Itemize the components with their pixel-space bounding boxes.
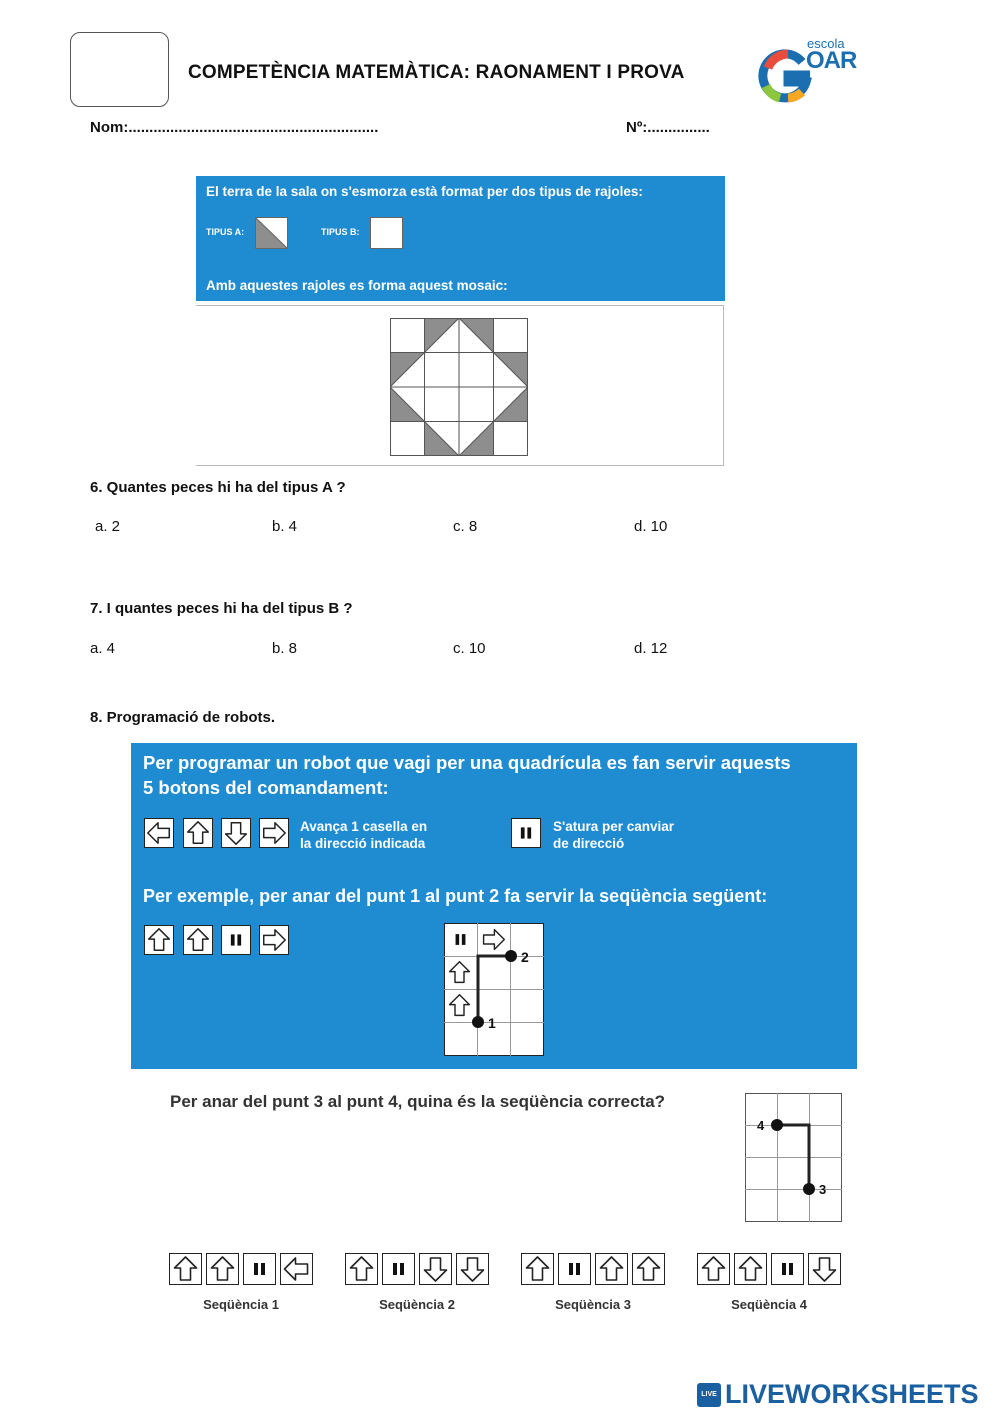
q7-option-a[interactable]: a. 4 <box>90 640 116 657</box>
type-a-tile-icon <box>255 217 288 249</box>
example-grid <box>444 923 544 1057</box>
robot-question: Per anar del punt 3 al punt 4, quina és la seqüència correcta? <box>170 1092 666 1111</box>
seq3-up-2-icon <box>595 1253 628 1285</box>
sequence-2-label[interactable]: Seqüència 2 <box>379 1297 455 1312</box>
right-arrow-button-icon <box>259 818 289 848</box>
q6-option-d[interactable]: d. 10 <box>634 518 668 535</box>
robot-panel <box>131 743 857 1069</box>
tiles-intro: El terra de la sala on s'esmorza està format per dos tipus de rajoles: <box>206 184 643 199</box>
example-seq-up-1-icon <box>144 925 174 955</box>
pause-button-icon <box>511 818 541 848</box>
logo-small-text: escola <box>807 36 845 51</box>
name-field[interactable]: Nom:............................................................ <box>90 119 379 136</box>
sequence-4-label[interactable]: Seqüència 4 <box>731 1297 807 1312</box>
q7-option-b[interactable]: b. 8 <box>272 640 298 657</box>
seq1-up-1-icon <box>169 1253 202 1285</box>
sequence-3-label[interactable]: Seqüència 3 <box>555 1297 631 1312</box>
robot-intro-line2: 5 botons del comandament: <box>143 777 389 798</box>
advance-desc-line2: la direcció indicada <box>300 836 426 851</box>
point-3-label: 3 <box>819 1182 827 1197</box>
sequence-1-label[interactable]: Seqüència 1 <box>203 1297 279 1312</box>
point-2-label: 2 <box>521 949 529 965</box>
seq1-up-2-icon <box>206 1253 239 1285</box>
seq2-down-1-icon <box>419 1253 452 1285</box>
example-seq-up-2-icon <box>183 925 213 955</box>
q6-option-a[interactable]: a. 2 <box>95 518 121 535</box>
seq1-pause-icon <box>243 1253 276 1285</box>
seq4-up-1-icon <box>697 1253 730 1285</box>
robot-intro-line1: Per programar un robot que vagi per una quadrícula es fan servir aquests <box>143 752 791 773</box>
page-title: COMPETÈNCIA MATEMÀTICA: RAONAMENT I PROVA <box>188 62 685 83</box>
number-field[interactable]: Nº:............... <box>626 119 710 136</box>
q6-option-b[interactable]: b. 4 <box>272 518 298 535</box>
seq1-left-icon <box>280 1253 313 1285</box>
type-b-tile-icon <box>370 217 403 249</box>
footer-brand[interactable]: LIVEWORKSHEETS <box>725 1379 979 1409</box>
question-7: 7. I quantes peces hi ha del tipus B ? <box>90 600 353 617</box>
seq4-up-2-icon <box>734 1253 767 1285</box>
stop-desc-line2: de direcció <box>553 836 625 851</box>
question-6: 6. Quantes peces hi ha del tipus A ? <box>90 479 346 496</box>
seq3-up-3-icon <box>632 1253 665 1285</box>
point-4-label: 4 <box>757 1118 765 1133</box>
question-grid <box>745 1093 842 1222</box>
school-logo <box>756 30 866 105</box>
advance-desc-line1: Avança 1 casella en <box>300 819 428 834</box>
question-8: 8. Programació de robots. <box>90 709 276 726</box>
point-1-label: 1 <box>488 1015 496 1031</box>
seq2-pause-icon <box>382 1253 415 1285</box>
seq4-down-icon <box>808 1253 841 1285</box>
student-photo-box <box>70 32 169 107</box>
seq2-down-2-icon <box>456 1253 489 1285</box>
seq4-pause-icon <box>771 1253 804 1285</box>
example-seq-right-icon <box>259 925 289 955</box>
type-a-label: TIPUS A: <box>206 227 245 237</box>
q6-option-c[interactable]: c. 8 <box>453 518 478 535</box>
seq2-up-icon <box>345 1253 378 1285</box>
logo-big-text: OAR <box>806 47 857 74</box>
example-seq-pause-icon <box>221 925 251 955</box>
liveworksheets-badge: LIVE <box>697 1383 721 1407</box>
q7-option-c[interactable]: c. 10 <box>453 640 486 657</box>
q7-option-d[interactable]: d. 12 <box>634 640 668 657</box>
example-text: Per exemple, per anar del punt 1 al punt 2 fa servir la seqüència següent: <box>143 886 768 906</box>
mosaic-caption: Amb aquestes rajoles es forma aquest mosaic: <box>206 278 508 293</box>
type-b-label: TIPUS B: <box>321 227 360 237</box>
up-arrow-button-icon <box>183 818 213 848</box>
left-arrow-button-icon <box>144 818 174 848</box>
down-arrow-button-icon <box>221 818 251 848</box>
mosaic-figure <box>390 318 528 456</box>
seq3-pause-icon <box>558 1253 591 1285</box>
seq3-up-1-icon <box>521 1253 554 1285</box>
tiles-panel <box>196 176 725 301</box>
stop-desc-line1: S'atura per canviar <box>553 819 675 834</box>
